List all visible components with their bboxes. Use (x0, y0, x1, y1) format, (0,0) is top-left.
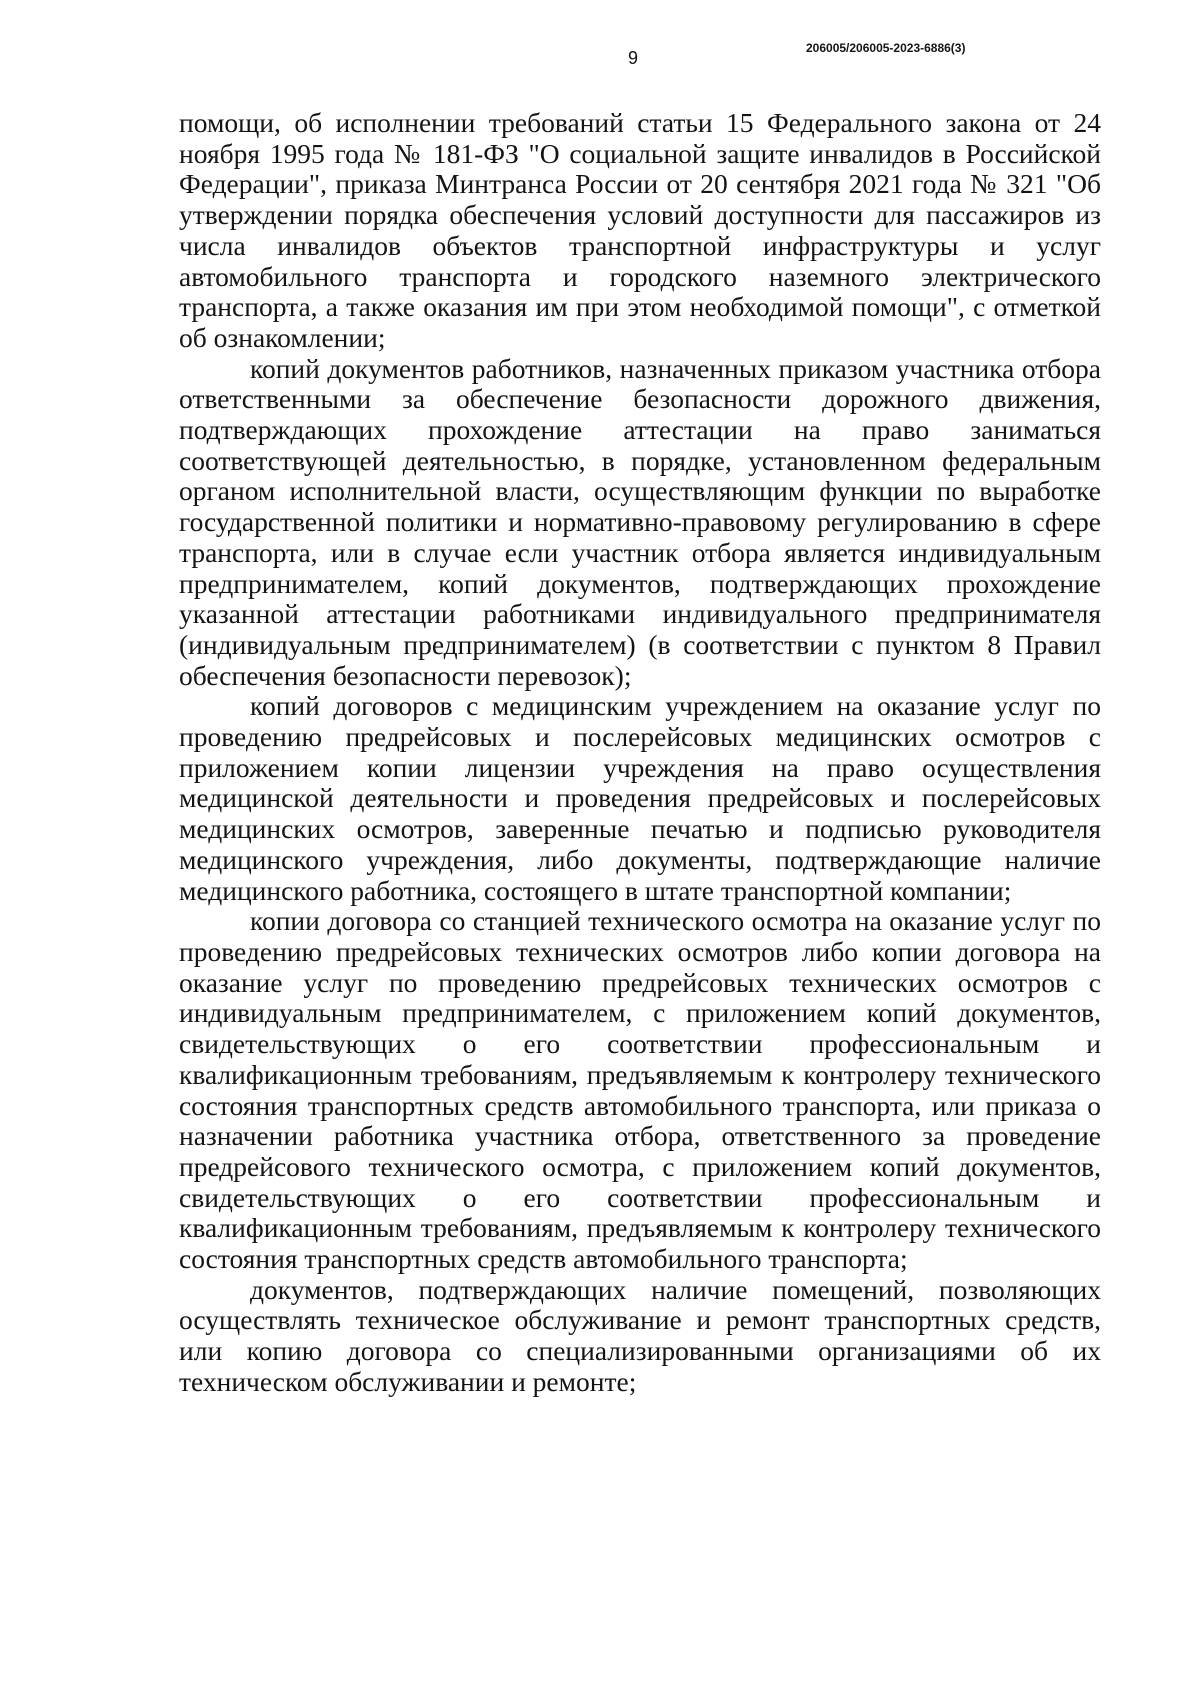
paragraph-continuation: помощи, об исполнении требований статьи 15 Федерального закона от 24 ноября 1995 года № 181-ФЗ "О социальной защите инвалидов в Российской Федерации", приказа Минтранса России от 20 сентября 2021 года № 321 "Об утверждении порядка обеспечения условий доступности для пассажиров из числа инвалидов объектов транспортной инфраструктуры и услуг автомобильного транспорта и городского наземного электрического транспорта, а также оказания им при этом необходимой помощи", с отметкой об ознакомлении; (179, 107, 1101, 353)
document-id: 206005/206005-2023-6886(3) (806, 41, 966, 55)
paragraph-medical-contracts: копий договоров с медицинским учреждением на оказание услуг по проведению предрейсовых и послерейсовых медицинских осмотров с приложением копии лицензии учреждения на право осуществления медицинской деятельности и проведения предрейсовых и послерейсовых медицинских осмотров, заверенные печатью и подписью руководителя медицинского учреждения, либо документы, подтверждающие наличие медицинского работника, состоящего в штате транспортной компании; (179, 690, 1101, 906)
paragraph-technical-inspection: копии договора со станцией технического осмотра на оказание услуг по проведению предрейсовых технических осмотров либо копии договора на оказание услуг по проведению предрейсовых технических осмотров с индивидуальным предпринимателем, с приложением копий документов, свидетельствующих о его соответствии профессиональным и квалификационным требованиям, предъявляемым к контролеру технического состояния транспортных средств автомобильного транспорта, или приказа о назначении работника участника отбора, ответственного за проведение предрейсового технического осмотра, с приложением копий документов, свидетельствующих о его соответствии профессиональным и квалификационным требованиям, предъявляемым к контролеру технического состояния транспортных средств автомобильного транспорта; (179, 905, 1101, 1275)
paragraph-safety-staff: копий документов работников, назначенных приказом участника отбора ответственными за обеспечение безопасности дорожного движения, подтверждающих прохождение аттестации на право заниматься соответствующей деятельностью, в порядке, установленном федеральным органом исполнительной власти, осуществляющим функции по выработке государственной политики и нормативно-правовому регулированию в сфере транспорта, или в случае если участник отбора является индивидуальным предпринимателем, копий документов, подтверждающих прохождение указанной аттестации работниками индивидуального предпринимателя (индивидуальным предпринимателем) (в соответствии с пунктом 8 Правил обеспечения безопасности перевозок); (179, 352, 1101, 691)
document-body (179, 108, 1101, 1398)
page-number: 9 (628, 48, 639, 68)
paragraph-maintenance-premises: документов, подтверждающих наличие помещений, позволяющих осуществлять техническое обслуживание и ремонт транспортных средств, или копию договора со специализированными организациями об их техническом обслуживании и ремонте; (179, 1273, 1101, 1397)
